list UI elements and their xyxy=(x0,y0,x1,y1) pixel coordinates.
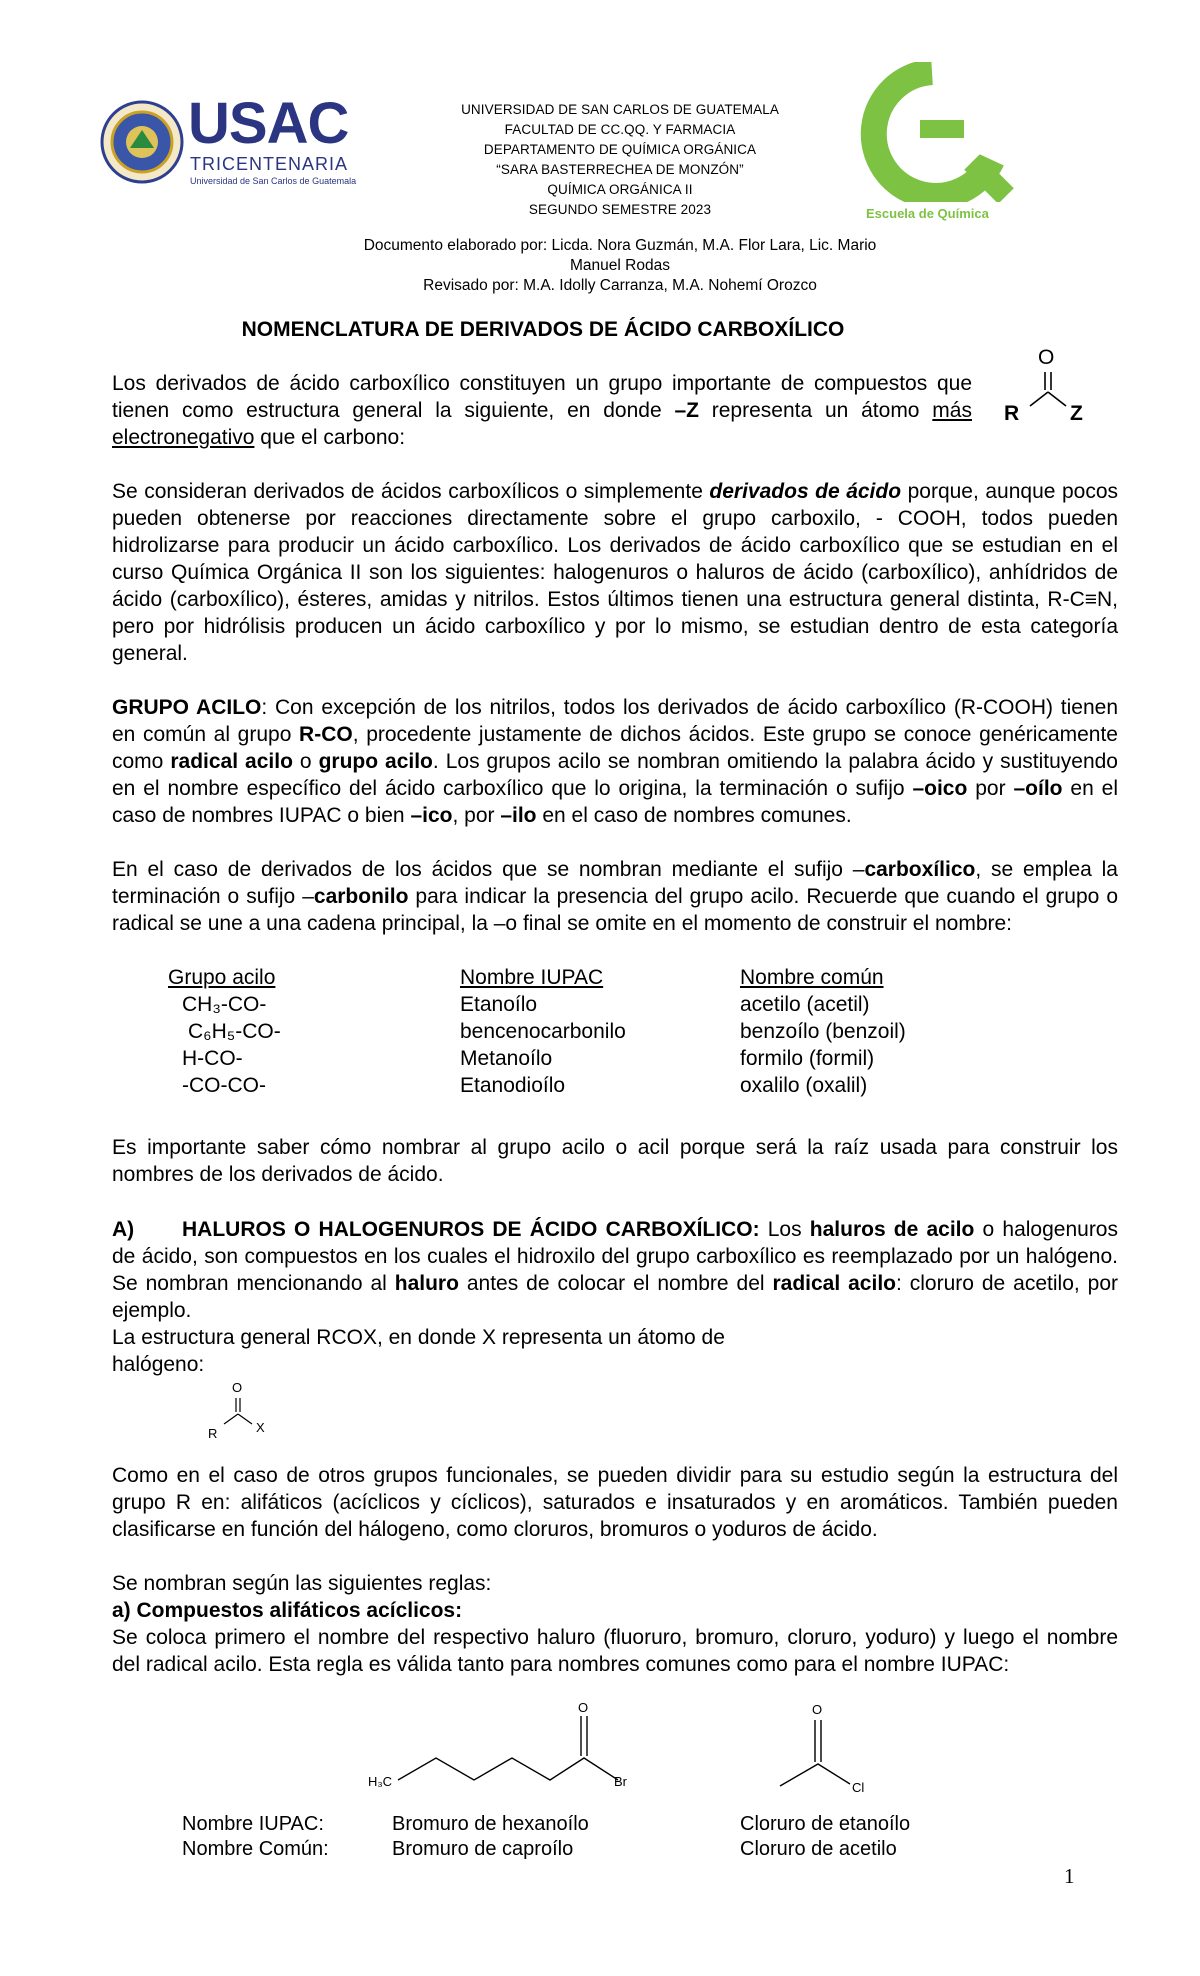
label-nombre-iupac: Nombre IUPAC: xyxy=(182,1813,324,1835)
acyl-table xyxy=(112,964,1012,1104)
mol1-o-label: O xyxy=(578,1700,589,1715)
table-header: Nombre común xyxy=(740,966,884,989)
usac-logo xyxy=(100,91,357,192)
molecule-bromuro-hexanoilo xyxy=(368,1700,638,1790)
ex2-common-name: Cloruro de acetilo xyxy=(740,1838,897,1860)
section-a-paragraph: A) HALUROS O HALOGENUROS DE ÁCIDO CARBOXÍLICO: Los haluros de acilo o halogenuros de ácido, son compuestos en los cuales el hidroxilo del grupo carboxílico es reemplazado por un halógeno. Se nombran mencionando al haluro antes de colocar el nombre del radical acilo: cloruro de acetilo, por ejemplo. xyxy=(112,1218,1118,1322)
mol2-o-label: O xyxy=(812,1702,823,1717)
intro-paragraph: Los derivados de ácido carboxílico constituyen un grupo importante de compuestos que tienen como estructura general la siguiente, en donde –Z representa un átomo más electronegativo que el carbono: xyxy=(112,372,972,449)
paragraph-derivados: Se consideran derivados de ácidos carboxílicos o simplemente derivados de ácido porque, aunque pocos pueden obtenerse por reacciones directamente sobre el grupo carboxilo, - COOH, todos pueden hidrolizarse para producir un ácido carboxílico. Los derivados de ácido carboxílico que se estudian en el curso Química Orgánica II son los siguientes: halogenuros o haluros de ácido (carboxílico), anhídridos de ácido (carboxílico), ésteres, amidas y nitrilos. Estos últimos tienen una estructura general distinta, R-C≡N, pero por hidrólisis producen un ácido carboxílico y por lo mismo, se estudian dentro de esta categoría general. xyxy=(112,480,1119,665)
eq-logo-icon xyxy=(860,62,1020,202)
subsection-a-heading: a) Compuestos alifáticos acíclicos: xyxy=(112,1599,463,1622)
table-cell: bencenocarbonilo xyxy=(460,1020,626,1043)
usac-logo-sub2: Universidad de San Carlos de Guatemala xyxy=(190,176,357,186)
section-a-label: A) xyxy=(112,1218,135,1241)
ex1-iupac-name: Bromuro de hexanoílo xyxy=(392,1813,589,1835)
page-number: 1 xyxy=(1064,1864,1075,1888)
paragraph-importante: Es importante saber cómo nombrar al grupo acilo o acil porque será la raíz usada para construir los nombres de los derivados de ácido. xyxy=(112,1136,1118,1186)
section-a-line2: La estructura general RCOX, en donde X representa un átomo de halógeno: xyxy=(112,1326,725,1376)
document-title: NOMENCLATURA DE DERIVADOS DE ÁCIDO CARBOXÍLICO xyxy=(241,318,845,341)
table-cell: Metanoílo xyxy=(460,1047,553,1070)
label-nombre-comun: Nombre Común: xyxy=(182,1838,329,1860)
general-structure-diagram xyxy=(990,346,1090,436)
header-line: DEPARTAMENTO DE QUÍMICA ORGÁNICA xyxy=(483,142,757,157)
struct-r-label: R xyxy=(1004,402,1020,425)
credits-line: Revisado por: M.A. Idolly Carranza, M.A. Nohemí Orozco xyxy=(423,277,817,294)
ex2-iupac-name: Cloruro de etanoílo xyxy=(740,1813,911,1835)
rcox-x-label: X xyxy=(256,1420,265,1435)
table-cell: benzoílo (benzoil) xyxy=(740,1020,906,1043)
struct-o-label: O xyxy=(1038,346,1055,369)
header-line: QUÍMICA ORGÁNICA II xyxy=(547,182,693,197)
table-cell: H-CO- xyxy=(182,1047,243,1070)
credits xyxy=(300,236,940,296)
credits-line: Documento elaborado por: Licda. Nora Guzmán, M.A. Flor Lara, Lic. Mario xyxy=(363,237,877,254)
table-cell: oxalilo (oxalil) xyxy=(740,1074,868,1097)
paragraph-carboxilico: En el caso de derivados de los ácidos que se nombran mediante el sufijo –carboxílico, se emplea la terminación o sufijo –carbonilo para indicar la presencia del grupo acilo. Recuerde que cuando el grupo o radical se une a una cadena principal, la –o final se omite en el momento de construir el nombre: xyxy=(112,858,1118,935)
mol2-cl-label: Cl xyxy=(852,1780,865,1795)
header-line: “SARA BASTERRECHEA DE MONZÓN” xyxy=(496,162,744,177)
usac-logo-sub: TRICENTENARIA xyxy=(190,154,349,174)
molecule-cloruro-acetilo xyxy=(770,1700,890,1794)
table-cell: acetilo (acetil) xyxy=(740,993,870,1016)
table-cell: Etanodioílo xyxy=(460,1074,566,1097)
paragraph-reglas: Se nombran según las siguientes reglas: xyxy=(112,1572,492,1595)
section-a-heading: HALUROS O HALOGENUROS DE ÁCIDO CARBOXÍLICO: xyxy=(182,1218,760,1241)
table-header: Nombre IUPAC xyxy=(460,966,604,989)
table-header: Grupo acilo xyxy=(168,966,276,989)
acetyl-chloride-structure-icon xyxy=(770,1700,890,1794)
credits-line: Manuel Rodas xyxy=(570,257,670,274)
rcox-r-label: R xyxy=(208,1426,218,1441)
ex1-common-name: Bromuro de caproílo xyxy=(392,1838,574,1860)
paragraph-clasificacion: Como en el caso de otros grupos funcionales, se pueden dividir para su estudio según la estructura del grupo R en: alifáticos (acíclicos y cíclicos), saturados e insaturados y en aromáticos. También pueden clasificarse en función del hálogeno, como cloruros, bromuros o yoduros de ácido. xyxy=(112,1464,1118,1541)
eq-logo-text: Escuela de Química xyxy=(866,206,989,221)
escuela-quimica-logo xyxy=(860,62,1020,222)
rcox-o-label: O xyxy=(232,1380,243,1395)
header-line: UNIVERSIDAD DE SAN CARLOS DE GUATEMALA xyxy=(461,102,779,117)
table-cell: Etanoílo xyxy=(460,993,538,1016)
paragraph-regla-a: Se coloca primero el nombre del respectivo haluro (fluoruro, bromuro, cloruro, yoduro) y luego el nombre del radical acilo. Esta regla es válida tanto para nombres comunes como para el nombre IUPAC: xyxy=(112,1626,1118,1676)
header-line: SEGUNDO SEMESTRE 2023 xyxy=(528,202,712,217)
rcox-structure-diagram xyxy=(204,1380,284,1444)
table-cell: -CO-CO- xyxy=(182,1074,266,1097)
header-line: FACULTAD DE CC.QQ. Y FARMACIA xyxy=(504,122,736,137)
usac-logo-text: USAC xyxy=(188,91,349,156)
hexanoyl-bromide-structure-icon xyxy=(368,1700,638,1790)
table-cell: CH₃-CO- xyxy=(182,993,267,1016)
table-cell: C₆H₅-CO- xyxy=(188,1020,281,1043)
table-cell: formilo (formil) xyxy=(740,1047,875,1070)
mol1-br-label: Br xyxy=(614,1774,627,1789)
paragraph-grupo-acilo: GRUPO ACILO: Con excepción de los nitrilos, todos los derivados de ácido carboxílico (R-COOH) tienen en común al grupo R-CO, procedente justamente de dichos ácidos. Este grupo se conoce genéricamente como radical acilo o grupo acilo. Los grupos acilo se nombran omitiendo la palabra ácido y sustituyendo en el nombre específico del ácido carboxílico que lo origina, la terminación o sufijo –oico por –oílo en el caso de nombres IUPAC o bien –ico, por –ilo en el caso de nombres comunes. xyxy=(112,696,1118,827)
header-institution xyxy=(420,100,820,220)
struct-z-label: Z xyxy=(1070,402,1083,425)
mol1-h3c-label: H₃C xyxy=(368,1774,393,1789)
